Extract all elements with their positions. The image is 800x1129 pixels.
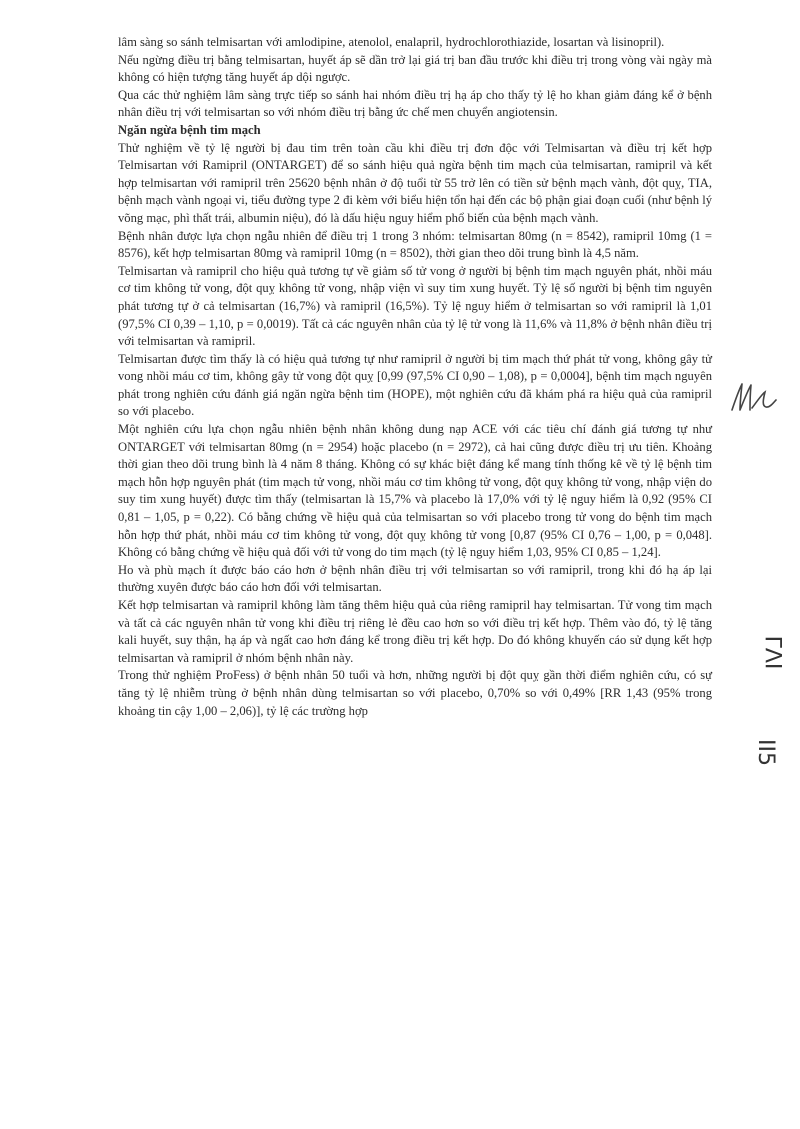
paragraph: lâm sàng so sánh telmisartan với amlodipine, atenolol, enalapril, hydrochlorothiazide, losartan và lisinopril). xyxy=(118,35,665,49)
paragraph: Qua các thử nghiệm lâm sàng trực tiếp so sánh hai nhóm điều trị hạ áp cho thấy tỷ lệ ho khan giảm đáng kể ở bệnh nhân điều trị với telmisartan so với nhóm điều trị bằng ức chế men chuyển angiotensin. xyxy=(118,87,712,120)
margin-mark: ΓΛΙ xyxy=(759,635,785,670)
margin-mark: II5 xyxy=(752,739,778,766)
paragraph: Trong thử nghiệm ProFess) ở bệnh nhân 50 tuổi và hơn, những người bị đột quỵ gần thời điểm nghiên cứu, có sự tăng tỷ lệ nhiễm trùng ở bệnh nhân dùng telmisartan so với placebo, 0,70% so với 0,49% [RR 1,43 (95% trong khoảng tin cậy 1,00 – 2,06)], tỷ lệ các trường hợp xyxy=(118,668,712,718)
paragraph: Kết hợp telmisartan và ramipril không làm tăng thêm hiệu quả của riêng ramipril hay telmisartan. Tử vong tim mạch và tất cả các nguyên nhân tử vong khi điều trị riêng lẻ đều cao hơn so với điều trị kết hợp. Thêm vào đó, tỷ lệ tăng kali huyết, suy thận, hạ áp và ngất cao hơn đáng kể trong điều trị kết hợp. Do đó không khuyến cáo sử dụng kết hợp telmisartan và ramipril ở nhóm bệnh nhân này. xyxy=(118,598,712,665)
paragraph: Một nghiên cứu lựa chọn ngẫu nhiên bệnh nhân không dung nạp ACE với các tiêu chí đánh giá tương tự như ONTARGET với telmisartan 80mg (n = 2954) hoặc placebo (n = 2972), cả hai cũng được điều trị ưu tiên. Khoảng thời gian theo dõi trung bình là 4 năm 8 tháng. Không có sự khác biệt đáng kể mang tính thống kê về tỷ lệ bệnh tim mạch hỗn hợp nguyên phát (tim mạch tử vong, nhồi máu cơ tim không tử vong, đột quỵ không tử vong, nhập viện do suy tim xung huyết) được tìm thấy (telmisartan là 15,7% và placebo là 17,0% với tỷ lệ nguy hiểm là 0,92 (95% CI 0,81 – 1,05, p = 0,22). Có bằng chứng về hiệu quả của telmisartan so với placebo trong tử vong do bệnh tim mạch hỗn hợp thứ phát, nhồi máu cơ tim không tử vong, đột quỵ không tử vong [0,87 (95% CI 0,76 – 1,00, p = 0,048]. Không có bằng chứng về hiệu quả đối với tử vong do tim mạch (tỷ lệ nguy hiểm 1,03, 95% CI 0,85 – 1,24]. xyxy=(118,422,712,560)
section-heading: Ngăn ngừa bệnh tim mạch xyxy=(118,122,261,137)
paragraph: Bệnh nhân được lựa chọn ngẫu nhiên để điều trị 1 trong 3 nhóm: telmisartan 80mg (n = 8542), ramipril 10mg (1 = 8576), kết hợp telmisartan 80mg và ramipril 10mg (n = 8502), thời gian theo dõi trung bình là 4,5 năm. xyxy=(118,228,712,261)
paragraph: Telmisartan được tìm thấy là có hiệu quả tương tự như ramipril ở người bị tim mạch thứ phát tử vong, không gây tử vong nhồi máu cơ tim, không gây tử vong đột quỵ [0,99 (97,5% CI 0,90 – 1,08), p = 0,0004], bệnh tim mạch nguyên phát trong nghiên cứu đánh giá ngăn ngừa bệnh tim (HOPE), một nghiên cứu đã khám phá ra hiệu quả của ramipril so với placebo. xyxy=(118,351,712,419)
paragraph: Telmisartan và ramipril cho hiệu quả tương tự về giảm số tử vong ở người bị bệnh tim mạch nguyên phát, nhồi máu cơ tim không tử vong, đột quỵ không tử vong, nhập viện vì suy tim xung huyết. Tỷ lệ số người bị bệnh tim nguyên phát tương tự ở cả telmisartan (16,7%) và ramipril (16,5%). Tỷ lệ nguy hiểm ở telmisartan so với ramipril là 1,01 (97,5% CI 0,39 – 1,10, p = 0,0019). Tất cả các nguyên nhân của tỷ lệ tử vong là 11,6% và 11,8% ở bệnh nhân điều trị với telmisartan và ramipril. xyxy=(118,263,712,349)
paragraph: Thử nghiệm về tỷ lệ người bị đau tim trên toàn cầu khi điều trị đơn độc với Telmisartan và điều trị kết hợp Telmisartan với Ramipril (ONTARGET) để so sánh hiệu quả ngừa bệnh tim mạch của telmisartan, ramipril và kết hợp telmisartan với ramipril trên 25620 bệnh nhân ở độ tuổi từ 55 trở lên có tiền sử bệnh mạch vành, đột quỵ, TIA, bệnh mạch vành ngoại vi, tiểu đường type 2 đi kèm với biểu hiện tổn hại đến các bộ phận giai đoạn cuối (như bệnh lý võng mạc, phì thất trái, albumin niệu), đó là dấu hiệu nguy hiểm phổ biến của bệnh mạch vành. xyxy=(118,140,712,225)
paragraph: Ho và phù mạch ít được báo cáo hơn ở bệnh nhân điều trị với telmisartan so với ramipril, trong khi đó hạ áp lại thường xuyên được báo cáo hơn đối với telmisartan. xyxy=(118,562,712,595)
handwritten-signature xyxy=(728,380,778,416)
paragraph: Nếu ngừng điều trị bằng telmisartan, huyết áp sẽ dần trở lại giá trị ban đầu trước khi điều trị trong vòng vài ngày mà không có hiện tượng tăng huyết áp dội ngược. xyxy=(118,52,712,85)
document-body xyxy=(118,34,712,720)
